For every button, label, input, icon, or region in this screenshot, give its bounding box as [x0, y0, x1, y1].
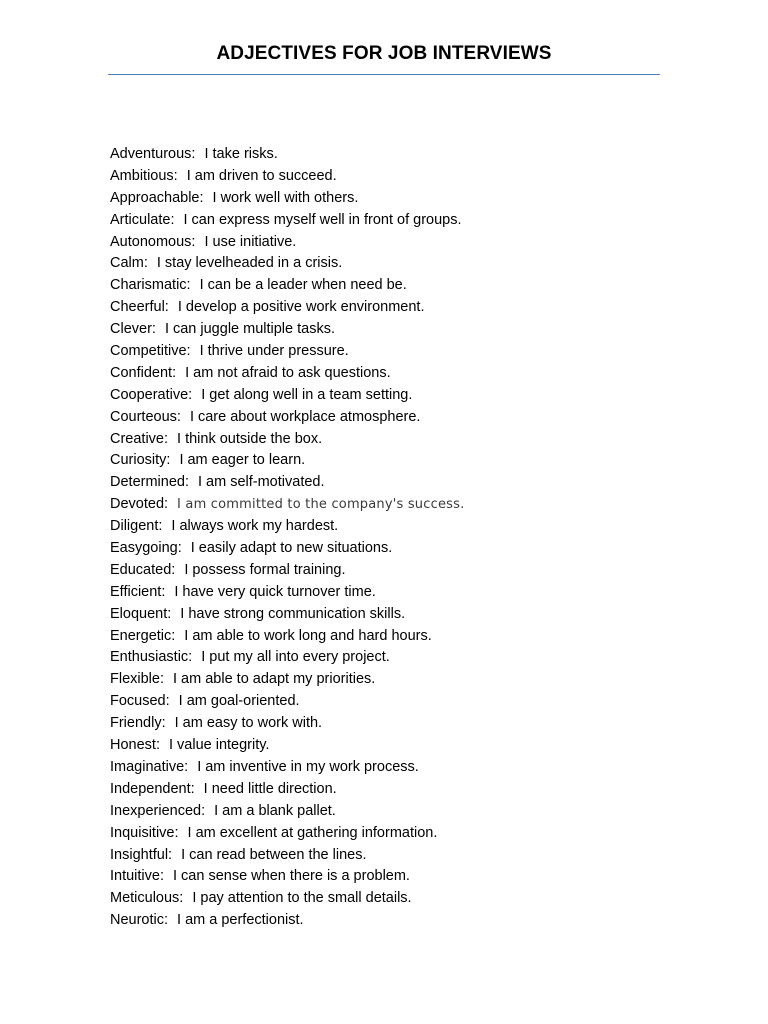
adjective-term: Articulate:	[110, 211, 175, 228]
adjective-description: I am not afraid to ask questions.	[185, 364, 391, 381]
list-item	[110, 626, 670, 648]
adjective-description: I can read between the lines.	[181, 846, 367, 863]
adjective-description: I am excellent at gathering information.	[187, 824, 438, 841]
adjective-term: Creative:	[110, 430, 169, 447]
adjective-description: I can sense when there is a problem.	[173, 868, 410, 885]
adjective-description: I am self-motivated.	[197, 474, 325, 491]
list-item	[110, 319, 670, 341]
adjective-description: I possess formal training.	[184, 561, 346, 578]
page-title: ADJECTIVES FOR JOB INTERVIEWS	[216, 43, 552, 64]
list-item	[110, 866, 670, 888]
list-item	[110, 494, 670, 516]
list-item	[110, 450, 670, 472]
adjective-term: Confident:	[110, 364, 177, 381]
list-item	[110, 210, 670, 232]
adjective-description: I am committed to the company's success.	[177, 497, 465, 513]
adjective-description: I am easy to work with.	[174, 715, 323, 732]
adjective-description: I am able to work long and hard hours.	[184, 627, 432, 644]
adjective-description: I always work my hardest.	[171, 518, 339, 535]
list-item	[110, 845, 670, 867]
list-item	[110, 166, 670, 188]
adjective-term: Intuitive:	[110, 868, 164, 885]
adjective-description: I need little direction.	[203, 780, 337, 797]
list-item	[110, 363, 670, 385]
adjective-description: I am a perfectionist.	[177, 912, 304, 929]
title-underline	[108, 74, 660, 75]
adjective-term: Courteous:	[110, 408, 181, 425]
adjective-description: I value integrity.	[168, 737, 270, 754]
adjective-term: Ambitious:	[110, 167, 178, 184]
adjective-description: I am driven to succeed.	[186, 167, 337, 184]
adjective-term: Eloquent:	[110, 605, 172, 622]
adjective-term: Easygoing:	[110, 540, 182, 557]
list-item	[110, 647, 670, 669]
adjective-term: Insightful:	[110, 846, 173, 863]
adjective-term: Independent:	[110, 780, 195, 797]
adjective-description: I care about workplace atmosphere.	[189, 408, 421, 425]
list-item	[110, 407, 670, 429]
adjective-term: Competitive:	[110, 343, 191, 360]
adjective-list	[110, 144, 670, 932]
adjective-description: I develop a positive work environment.	[177, 299, 425, 316]
list-item	[110, 669, 670, 691]
adjective-term: Honest:	[110, 737, 160, 754]
adjective-description: I am eager to learn.	[179, 452, 306, 469]
adjective-term: Inquisitive:	[110, 824, 179, 841]
adjective-description: I think outside the box.	[177, 430, 323, 447]
list-item	[110, 910, 670, 932]
adjective-term: Clever:	[110, 321, 156, 338]
list-item	[110, 713, 670, 735]
adjective-term: Meticulous:	[110, 890, 184, 907]
adjective-description: I stay levelheaded in a crisis.	[156, 255, 343, 272]
list-item	[110, 297, 670, 319]
adjective-description: I work well with others.	[212, 189, 359, 206]
adjective-description: I take risks.	[204, 146, 278, 162]
adjective-description: I put my all into every project.	[201, 649, 390, 666]
list-item	[110, 516, 670, 538]
adjective-term: Diligent:	[110, 518, 163, 535]
list-item	[110, 144, 670, 166]
adjective-term: Friendly:	[110, 715, 166, 732]
list-item	[110, 801, 670, 823]
adjective-term: Approachable:	[110, 189, 204, 206]
adjective-term: Cooperative:	[110, 386, 193, 403]
adjective-description: I am inventive in my work process.	[197, 758, 419, 775]
adjective-description: I am goal-oriented.	[178, 693, 300, 710]
list-item	[110, 232, 670, 254]
adjective-term: Focused:	[110, 693, 170, 710]
adjective-term: Devoted:	[110, 496, 169, 513]
adjective-description: I use initiative.	[204, 233, 297, 250]
adjective-description: I am able to adapt my priorities.	[173, 671, 376, 688]
list-item	[110, 188, 670, 210]
list-item	[110, 888, 670, 910]
list-item	[110, 275, 670, 297]
adjective-term: Charismatic:	[110, 277, 191, 294]
adjective-term: Neurotic:	[110, 912, 169, 929]
list-item	[110, 757, 670, 779]
adjective-description: I have very quick turnover time.	[174, 583, 376, 600]
list-item	[110, 429, 670, 451]
adjective-term: Autonomous:	[110, 233, 196, 250]
adjective-description: I can juggle multiple tasks.	[164, 321, 335, 338]
list-item	[110, 253, 670, 275]
list-item	[110, 823, 670, 845]
adjective-term: Efficient:	[110, 583, 166, 600]
adjective-term: Determined:	[110, 474, 189, 491]
list-item	[110, 735, 670, 757]
list-item	[110, 385, 670, 407]
adjective-term: Adventurous:	[110, 146, 196, 162]
list-item	[110, 779, 670, 801]
adjective-description: I have strong communication skills.	[180, 605, 406, 622]
list-item	[110, 341, 670, 363]
adjective-term: Cheerful:	[110, 299, 169, 316]
list-item	[110, 691, 670, 713]
adjective-description: I can express myself well in front of groups.	[183, 211, 462, 228]
list-item	[110, 472, 670, 494]
adjective-term: Curiosity:	[110, 452, 171, 469]
list-item	[110, 604, 670, 626]
adjective-term: Energetic:	[110, 627, 176, 644]
adjective-description: I pay attention to the small details.	[192, 890, 412, 907]
adjective-term: Inexperienced:	[110, 802, 206, 819]
adjective-term: Enthusiastic:	[110, 649, 193, 666]
adjective-term: Flexible:	[110, 671, 164, 688]
adjective-term: Educated:	[110, 561, 176, 578]
list-item	[110, 560, 670, 582]
adjective-term: Imaginative:	[110, 758, 189, 775]
adjective-description: I am a blank pallet.	[214, 802, 336, 819]
list-item	[110, 538, 670, 560]
adjective-description: I get along well in a team setting.	[201, 386, 413, 403]
adjective-description: I easily adapt to new situations.	[190, 540, 393, 557]
adjective-description: I can be a leader when need be.	[199, 277, 407, 294]
adjective-term: Calm:	[110, 255, 148, 272]
list-item	[110, 582, 670, 604]
adjective-description: I thrive under pressure.	[199, 343, 349, 360]
